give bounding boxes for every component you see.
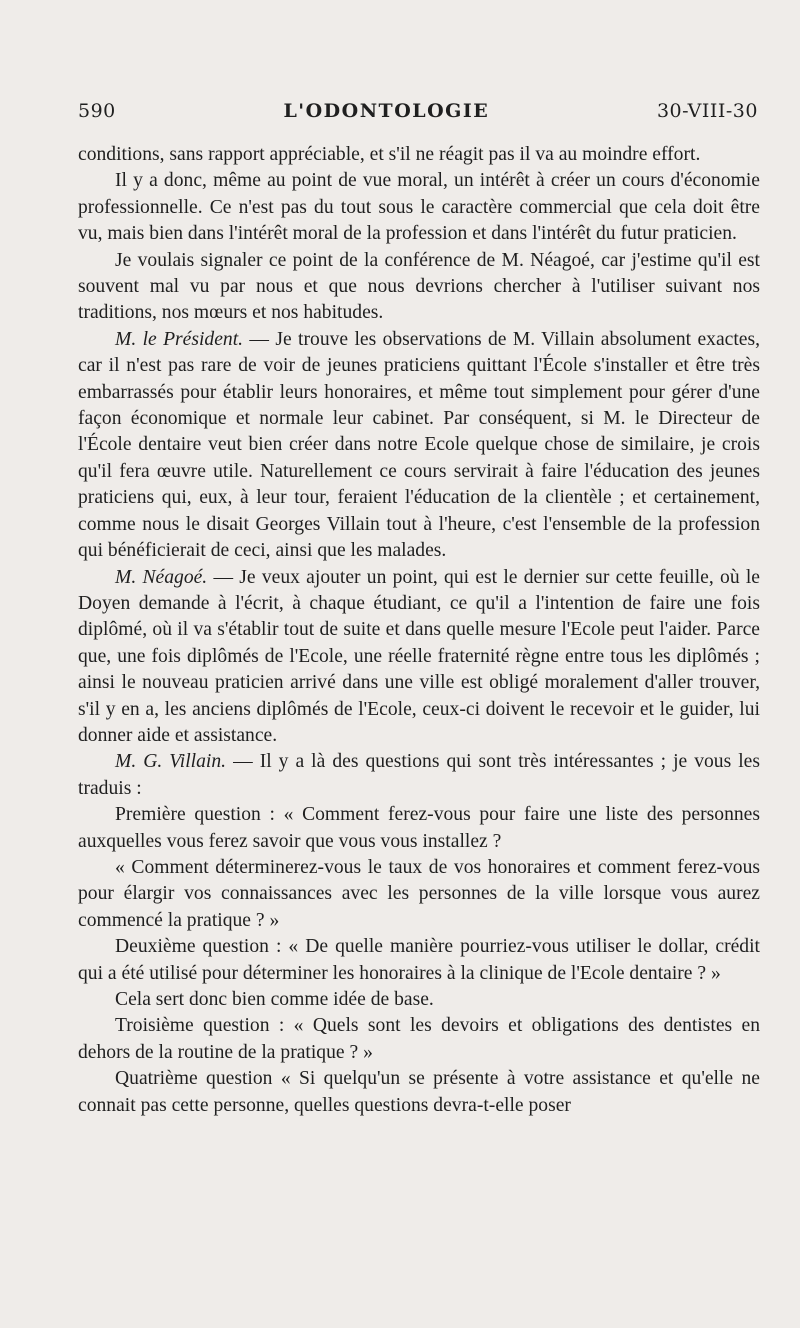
paragraph bbox=[78, 565, 760, 750]
paragraph bbox=[78, 1013, 760, 1066]
paragraph-text: Troisième question : « Quels sont les devoirs et obligations des dentistes en dehors de la routine de la pratique ? » bbox=[78, 1015, 760, 1063]
paragraph-text: Je voulais signaler ce point de la conférence de M. Néagoé, car j'estime qu'il est souvent mal vu par nous et que nous devrions chercher à l'utiliser suivant nos traditions, nos mœurs et nos habitudes. bbox=[78, 249, 760, 324]
paragraph-text: Quatrième question « Si quelqu'un se présente à votre assistance et qu'elle ne connait pas cette personne, quelles questions devra-t-elle poser bbox=[78, 1068, 760, 1116]
speaker-name: M. le Président. bbox=[115, 328, 244, 350]
speaker-name: M. G. Villain. bbox=[115, 751, 227, 773]
paragraph bbox=[78, 248, 760, 327]
paragraph-text: Première question : « Comment ferez-vous pour faire une liste des personnes auxquelles vous ferez savoir que vous vous installez ? bbox=[78, 804, 760, 852]
paragraph bbox=[78, 327, 760, 565]
paragraph bbox=[78, 168, 760, 247]
paragraph-text: — Je veux ajouter un point, qui est le dernier sur cette feuille, où le Doyen demande à l'écrit, à chaque étudiant, ce qu'il a l'intention de faire une fois diplômé, où il va s'établir tout de suite et dans quelle mesure l'Ecole peut l'aider. Parce que, une fois diplômés de l'Ecole, une réelle fraternité règne entre tous les diplômés ; ainsi le nouveau praticien arrivé dans une ville est obligé moralement d'aller trouver, s'il y en a, les anciens diplômés de l'Ecole, ceux-ci doivent le recevoir et le guider, lui donner aide et assistance. bbox=[78, 566, 760, 746]
paragraph bbox=[78, 987, 760, 1013]
paragraph-text: — Il y a là des questions qui sont très intéressantes ; je vous les traduis : bbox=[78, 751, 760, 799]
paragraph-text: Cela sert donc bien comme idée de base. bbox=[115, 989, 434, 1010]
paragraph bbox=[78, 855, 760, 934]
page-number: 590 bbox=[78, 100, 116, 122]
paragraph-text: Il y a donc, même au point de vue moral, un intérêt à créer un cours d'économie professionnelle. Ce n'est pas du tout sous le caractère commercial que cela doit être vu, mais bien dans l'intérêt moral de la profession et dans l'intérêt du futur praticien. bbox=[78, 170, 760, 245]
speaker-name: M. Néagoé. bbox=[115, 566, 208, 588]
paragraph-text: — Je trouve les observations de M. Villain absolument exactes, car il n'est pas rare de voir de jeunes praticiens quittant l'École s'installer et être très embarrassés pour établir leurs honoraires, et même tout simplement pour gérer d'une façon économique et normale leur cabinet. Par conséquent, si M. le Directeur de l'École dentaire veut bien créer dans notre Ecole quelque chose de similaire, je crois qu'il fera œuvre utile. Naturellement ce cours servirait à faire l'éducation des jeunes praticiens qui, eux, à leur tour, feraient l'éducation de la clientèle ; et certainement, comme nous le disait Georges Villain tout à l'heure, c'est l'ensemble de la profession qui bénéficierait de ceci, ainsi que les malades. bbox=[78, 328, 760, 562]
paragraph bbox=[78, 802, 760, 855]
journal-title: L'ODONTOLOGIE bbox=[283, 100, 490, 122]
paragraph-text: Deuxième question : « De quelle manière pourriez-vous utiliser le dollar, crédit qui a été utilisé pour déterminer les honoraires à la clinique de l'Ecole dentaire ? » bbox=[78, 936, 760, 984]
paragraph-text: conditions, sans rapport appréciable, et s'il ne réagit pas il va au moindre effort. bbox=[78, 144, 701, 165]
running-header bbox=[78, 100, 758, 122]
paragraph bbox=[78, 934, 760, 987]
paragraph bbox=[78, 749, 760, 802]
paragraph-text: « Comment déterminerez-vous le taux de vos honoraires et comment ferez-vous pour élargir vos connaissances avec les personnes de la ville lorsque vous aurez commencé la pratique ? » bbox=[78, 856, 760, 931]
paragraph bbox=[78, 142, 760, 168]
article-body bbox=[78, 142, 760, 1119]
issue-date: 30-VIII-30 bbox=[656, 100, 758, 122]
paragraph bbox=[78, 1066, 760, 1119]
